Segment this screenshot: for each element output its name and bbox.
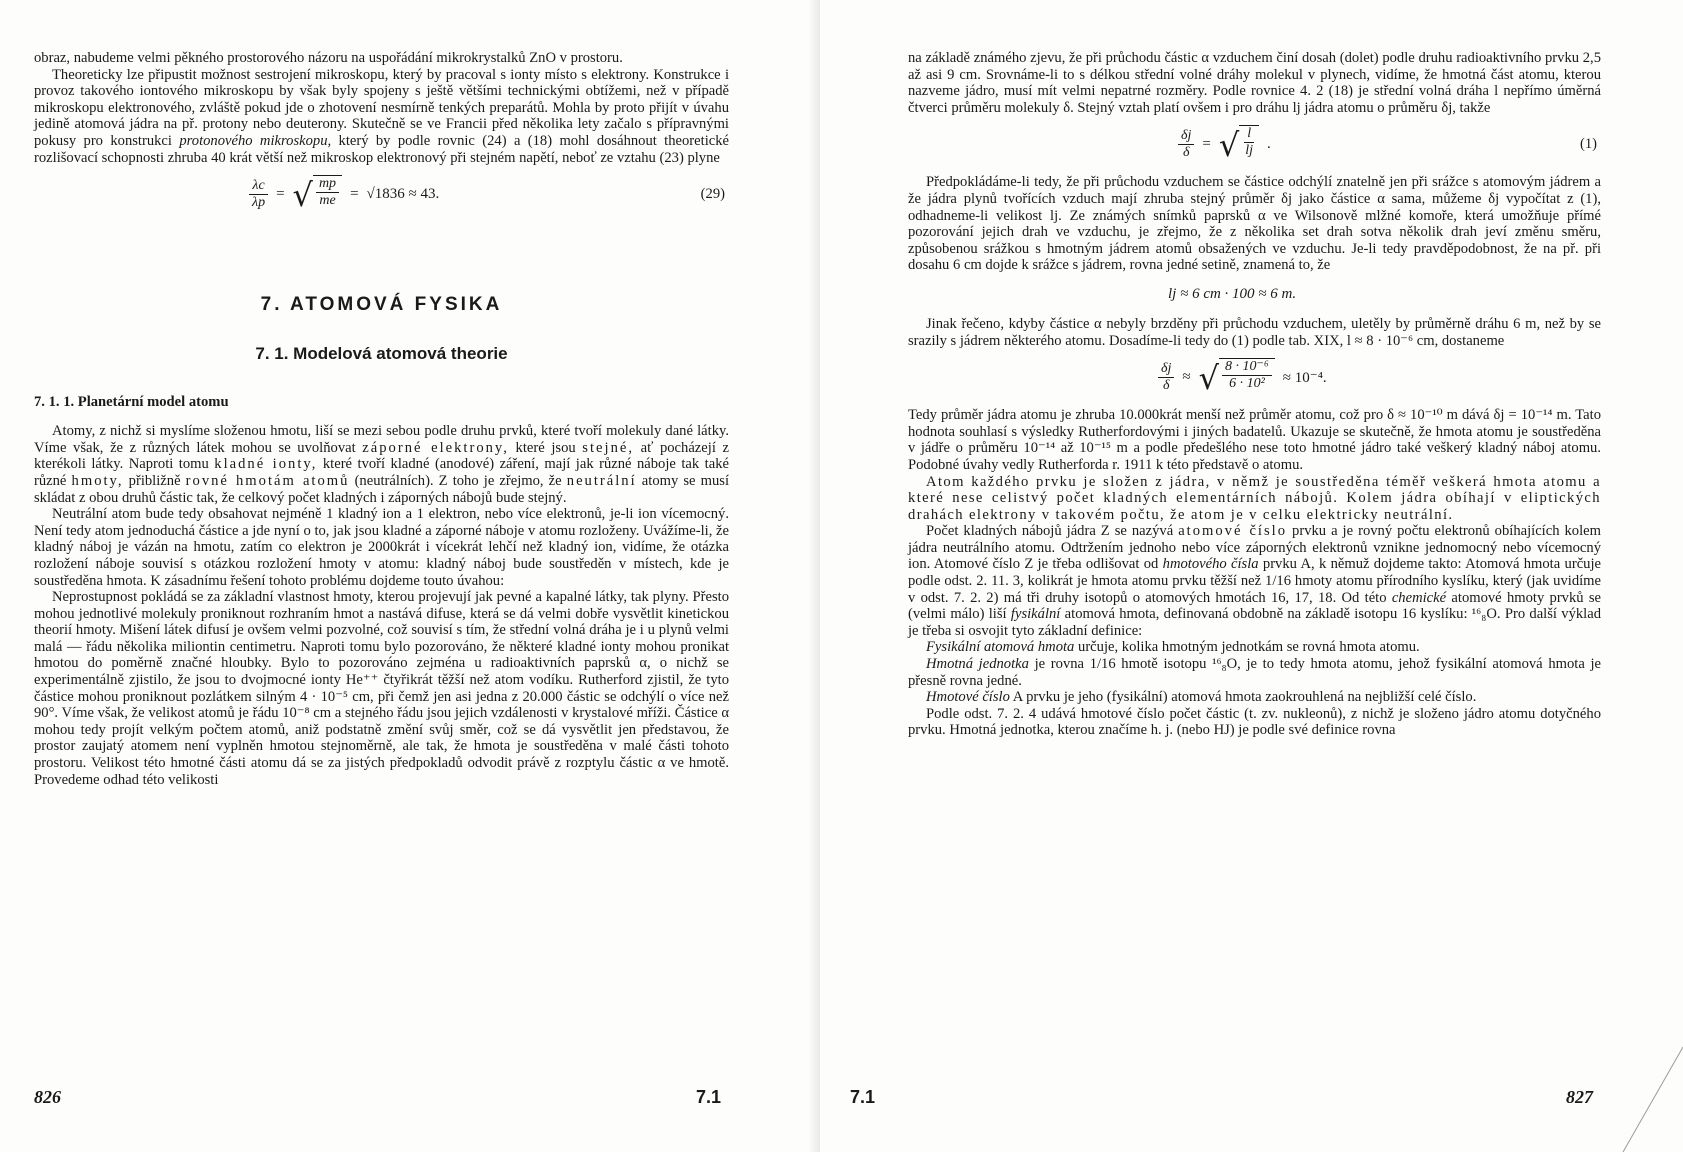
subsection-heading: 7. 1. 1. Planetární model atomu [34, 394, 229, 411]
equals-sign: = [350, 186, 359, 203]
equation-number: (1) [1579, 136, 1597, 153]
equation-number: (29) [700, 186, 725, 203]
page-number: 826 [34, 1087, 61, 1107]
approx-sign: ≈ [1182, 369, 1191, 386]
fraction: $\frac{\delta j}{\delta}$ [1178, 128, 1194, 161]
left-page [0, 0, 820, 1152]
right-column [908, 50, 1601, 739]
fraction: $\frac{\delta j}{\delta}$ [1158, 361, 1174, 394]
radical: √ $\frac{\text{8 · 10⁻⁶}}{\text{6 · 10²}}$ [1199, 363, 1275, 393]
section-heading: 7. 1. Modelová atomová theorie [255, 344, 508, 364]
equation-estimate [908, 355, 1601, 401]
paragraph: Neprostupnost pokládá se za základní vlastnost hmoty, kterou projevují jak pevné a kapalné látky, tak plyny. Přesto mohou jednotlivé molekuly proniknout rozhraním hmot a nastává difuse, která se dá velmi dobře vysvětlit kinetickou theorií hmoty. Mišení látek difusí je ovšem velmi pozvolné, což souvisí s tím, že střední volná dráha je i u plynů velmi malá — řádu několika miliontin centimetru. Naproti tomu bylo pozorováno, že některé kladné ionty mohou pronikat hmotou do poměrně značné hloubky. Bylo to pozorováno zejména u radioaktivních paprsků α, o nichž se experimentálně zjistilo, že jsou to dvojmocné ionty He⁺⁺ čtyřikrát těžší než atom vodíku. Rutherford zjistil, že tyto částice mohou proniknout pozlátkem silným 4 · 10⁻⁵ cm, při čemž jen asi jedna z 20.000 částic se odchýlí o více než 90°. Víme však, že velikost atomů je řádu 10⁻⁸ cm a stejného řádu jsou jejich vzdálenosti v krystalové mříži. Částice α mohou tedy projít velkým počtem atomů, aniž podstatně změní svůj směr, což se dá vysvětlit jen představou, že prostor zaujatý atomem není vyplněn hmotou stejnoměrně, ale tak, že hmota je soustředěna v malé části tohoto prostoru. Velikost této hmotné části atomu dá se za jistých předpokladů odvodit právě z rozptylu částic α ve hmotě. Provedeme odhad této velikosti [34, 589, 729, 788]
equals-sign: = [1202, 136, 1211, 153]
definition: Hmotná jednotka je rovna 1/16 hmotě isotopu ¹⁶₈O, je to tedy hmota atomu, jehož fysikální atomová hmota je přesně rovna jedné. [908, 656, 1601, 689]
definition: Hmotové číslo A prvku je jeho (fysikální) atomová hmota zaokrouhlená na nejbližší celé číslo. [926, 689, 1477, 706]
equation-lj: lj ≈ 6 cm · 100 ≈ 6 m. [1168, 285, 1297, 302]
running-section: 7.1 [850, 1087, 876, 1107]
paragraph: Tedy průměr jádra atomu je zhruba 10.000krát menší než průměr atomu, což pro δ ≈ 10⁻¹⁰ m dává δj = 10⁻¹⁴ m. Tato hodnota souhlasí s výsledky Rutherfordovými i jiných badatelů. Ukazuje se skutečně, že hmota atomu je soustředěna v jádře o průměru 10⁻¹⁴ až 10⁻¹⁵ m a podle předešlého nese toto hmotné jádro také veškerý kladný náboj atomu. Podobné úvahy vedly Rutherforda r. 1911 k této představě o atomu. [908, 407, 1601, 473]
paragraph: Jinak řečeno, kdyby částice α nebyly brzděny při průchodu vzduchem, uletěly by průměrně dráhu 6 m, než by se srazily s jádrem některého atomu. Dosadíme-li tedy do (1) podle tab. XIX, l ≈ 8 · 10⁻⁶ cm, dostaneme [908, 315, 1601, 349]
radical: √ $\frac{mp}{me}$ [293, 180, 343, 210]
italic-term: protonového mikroskopu, [179, 132, 332, 149]
paragraph: Atomy, z nichž si myslíme složenou hmotu, liší se mezi sebou podle druhu prvků, které tvoří molekuly dané látky. Víme však, že z různých látek mohou se uvolňovat záporné elektrony, které jsou stejné, ať pocházejí z kterékoli látky. Naproti tomu kladné ionty, které tvoří kladné (anodové) záření, mají jak různé náboje tak také různé hmoty, přibližně rovné hmotám atomů (neutrálních). Z toho je zřejmo, že neutrální atomy se musí skládat z obou druhů částic tak, že celkový počet kladných i záporných nábojů bude stejný. [34, 423, 730, 506]
page-edge-shadow [1613, 1042, 1683, 1152]
text-run: Theoreticky lze připustit možnost sestrojení mikroskopu, který by pracoval s ionty místo s elektrony. Konstrukce i provoz takového iontového mikroskopu by však byly spojeny s ještě většími technickými obtížemi, než v případě mikroskopu elektronového, zvláště pokud jde o zhotovení nesmírně tenkých preparátů. Mohla by proto přijít v úvahu jedině atomová jádra na př. protony nebo deuterony. Skutečně se ve Francii před několika lety začalo s přípravnými pokusy pro konstrukci [34, 66, 729, 149]
text-run: který by podle rovnic (24) a (18) mohl dosáhnout theoretické rozlišovací schopnosti zhruba 40 krát větší než mikroskop elektronový při stejném napětí, neboť ze vztahu (23) plyne [34, 132, 730, 166]
running-section: 7.1 [696, 1087, 722, 1107]
paragraph: Počet kladných nábojů jádra Z se nazývá atomové číslo prvku a je rovný počtu elektronů obíhajících kolem jádra neutrálního atomu. Odtržením jednoho nebo více záporných elektronů vznikne jednomocný nebo vícemocný ion. Atomové číslo Z je třeba odlišovat od hmotového čísla prvku A, k němuž dojdeme takto: Atomová hmota určuje podle odst. 2. 11. 3, kolikrát je hmota atomu prvku těžší než 1/16 hmoty atomu přírodního kyslíku, který (jak uvidíme v odst. 7. 2. 2) má tři druhy isotopů o atomových hmotách 16, 17, 18. Od této chemické atomové hmoty prvků se (velmi málo) liší fysikální atomová hmota, definovaná obdobně na základě isotopu 16 kyslíku: ¹⁶₈O. Pro další výklad je třeba si osvojit tyto základní definice: [908, 523, 1602, 639]
chapter-heading: 7. ATOMOVÁ FYSIKA [260, 294, 503, 316]
highlighted-paragraph: Atom každého prvku je složen z jádra, v němž je soustředěna téměř veškerá hmota atomu a které nese celistvý počet kladných elementárních nábojů. Kolem jádra obíhají v eliptických drahách elektrony v takovém počtu, že atom je v celku elektricky neutrální. [908, 473, 1601, 523]
equation-tail: . [1267, 136, 1271, 153]
page-number: 827 [1566, 1087, 1593, 1107]
fraction: $\frac{\lambda c}{\lambda p}$ [249, 178, 268, 211]
paragraph: Předpokládáme-li tedy, že při průchodu vzduchem se částice odchýlí znatelně jen při srážce s atomovým jádrem a že jádra plynů tvořících vzduch mají zhruba stejný průměr δj jako částice α sama, můžeme δj vypočítat z (1), odhadneme-li velikost lj. Ze známých snímků paprsků α ve Wilsonově mlžné komoře, která umožňuje přímé pozorování jejich drah ve vzduchu, je zřejmo, že z několika set drah sotva několik drah jeví změnu směru, způsobenou srážkou s hmotným jádrem atomů obsažených ve vzduchu. Je-li tedy pravděpodobnost, že na př. při dosahu 6 cm dojde k srážce s jádrem, rovna jedné setině, znamená to, že [908, 174, 1601, 274]
equation-tail: ≈ 10⁻⁴. [1282, 370, 1327, 387]
left-column [34, 50, 729, 788]
equation-value: √1836 ≈ 43. [366, 186, 440, 203]
radical: √ $\frac{l}{lj}$ [1219, 130, 1259, 160]
paragraph: Podle odst. 7. 2. 4 udává hmotové číslo počet částic (t. zv. nukleonů), z nichž je složeno jádro atomu dotyčného prvku. Hmotná jednotka, kterou značíme h. j. (nebo HJ) je podle své definice rovna [908, 705, 1601, 739]
paragraph: na základě známého zjevu, že při průchodu částic α vzduchem činí dosah (dolet) podle druhu radioaktivního prvku 2,5 až asi 9 cm. Srovnáme-li to s délkou střední volné dráhy molekul v plynech, vidíme, že hmotná část atomu, kterou nazveme jádro, musí mít velmi nepatrné rozměry. Podle rovnice 4. 2 (18) je střední volná dráha l nepřímo úměrná čtverci průměru molekuly δ. Stejný vztah platí ovšem i pro dráhu lj jádra atomu o průměru δj, takže [908, 50, 1601, 116]
paragraph: obraz, nabudeme velmi pěkného prostorového názoru na uspořádání mikrokrystalků ZnO v prostoru. [34, 50, 623, 66]
definition: Fysikální atomová hmota určuje, kolika hmotným jednotkám se rovná hmota atomu. [926, 639, 1420, 656]
equation-29 [34, 172, 729, 218]
paragraph: Neutrální atom bude tedy obsahovat nejméně 1 kladný ion a 1 elektron, nebo více elektronů, je-li ion vícemocný. Není tedy atom jednoduchá částice a jde nyní o to, jak jsou kladné a záporné náboje v atomu rozloženy. Uvážíme-li, že kladný náboj je vázán na hmotu, zatím co elektron je 2000krát i vícekrát lehčí než kladný ion, vidíme, že otázka rozložení náboje souvisí s otázkou rozložení hmoty v atomu: kladný náboj bude soustředěn v místech, kde je soustředěna hmota. K zásadnímu řešení tohoto problému dojdeme touto úvahou: [34, 506, 729, 589]
paragraph [34, 67, 729, 167]
equals-sign: = [276, 186, 285, 203]
equation-1 [908, 122, 1601, 168]
right-page [820, 0, 1683, 1152]
